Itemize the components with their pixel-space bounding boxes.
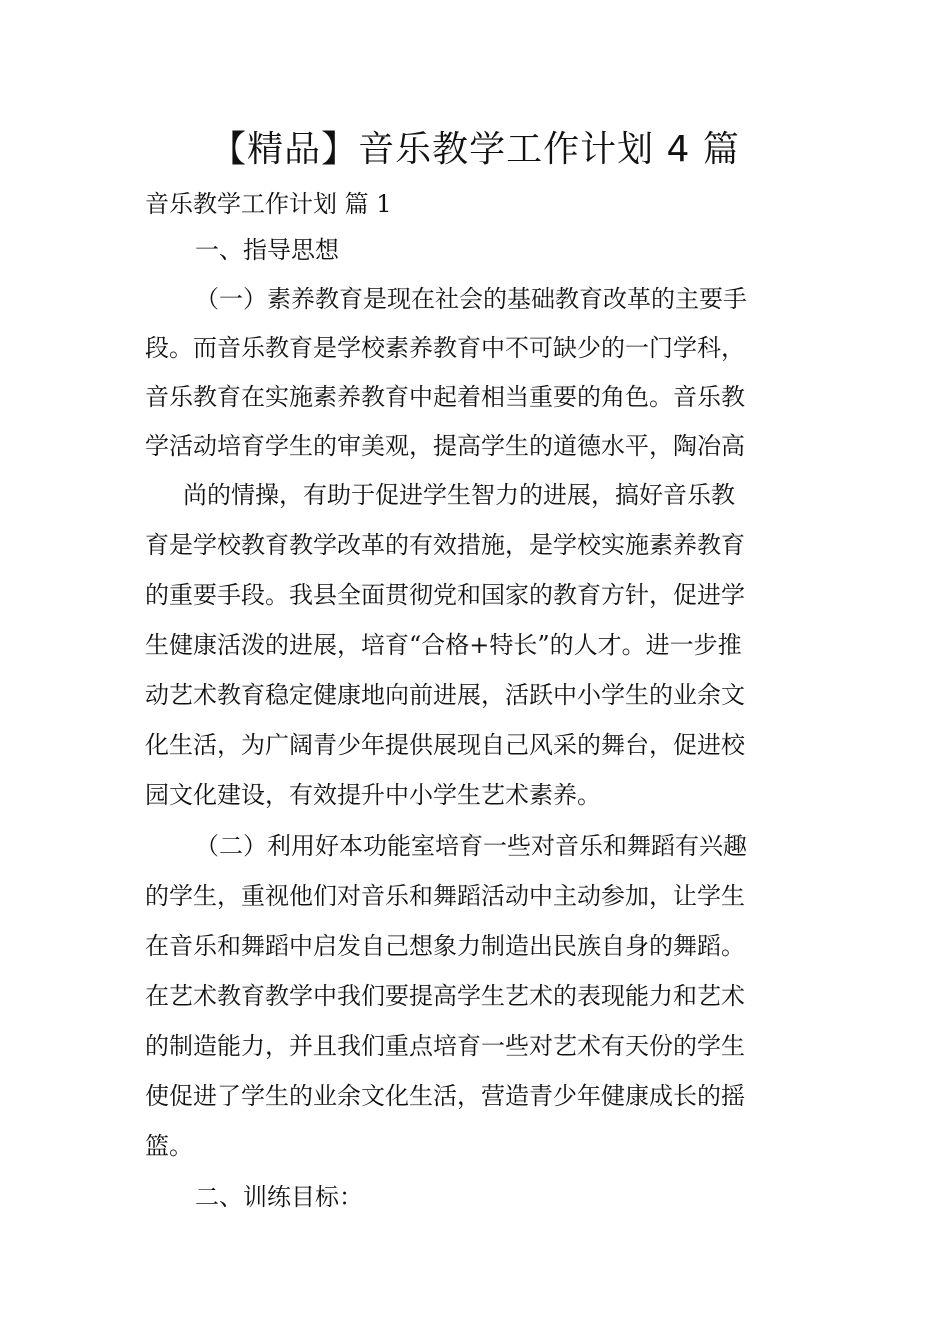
paragraph-line: 在音乐和舞蹈中启发自己想象力制造出民族自身的舞蹈。: [145, 932, 745, 960]
heading-guiding-ideology: 一、指导思想: [195, 236, 339, 264]
paragraph-line: 园文化建设，有效提升中小学生艺术素养。: [145, 781, 601, 809]
paragraph-line: 的制造能力，并且我们重点培育一些对艺术有天份的学生: [145, 1032, 745, 1060]
paragraph-line: 育是学校教育教学改革的有效措施，是学校实施素养教育: [145, 531, 745, 559]
document-subtitle: 音乐教学工作计划 篇 1: [145, 190, 392, 218]
paragraph-line: 篮。: [145, 1132, 193, 1160]
paragraph-line: 学活动培育学生的审美观，提高学生的道德水平，陶冶高: [145, 432, 745, 460]
paragraph-line: 使促进了学生的业余文化生活，营造青少年健康成长的摇: [145, 1082, 745, 1110]
paragraph-line: 的重要手段。我县全面贯彻党和国家的教育方针，促进学: [145, 581, 745, 609]
heading-training-goals: 二、训练目标：: [195, 1183, 363, 1211]
paragraph-line: 在艺术教育教学中我们要提高学生艺术的表现能力和艺术: [145, 982, 745, 1010]
paragraph-line: 段。而音乐教育是学校素养教育中不可缺少的一门学科，: [145, 334, 745, 362]
paragraph-line: 的学生，重视他们对音乐和舞蹈活动中主动参加，让学生: [145, 882, 745, 910]
paragraph-line: （一）素养教育是现在社会的基础教育改革的主要手: [195, 285, 747, 313]
document-title: 【精品】音乐教学工作计划 4 篇: [210, 129, 740, 170]
paragraph-line: 音乐教育在实施素养教育中起着相当重要的角色。音乐教: [145, 383, 745, 411]
paragraph-line: （二）利用好本功能室培育一些对音乐和舞蹈有兴趣: [195, 832, 747, 860]
paragraph-line: 生健康活泼的进展，培育“合格+特长”的人才。进一步推: [145, 631, 742, 659]
paragraph-line: 尚的情操，有助于促进学生智力的进展，搞好音乐教: [183, 481, 735, 509]
paragraph-line: 化生活，为广阔青少年提供展现自己风采的舞台，促进校: [145, 731, 745, 759]
paragraph-line: 动艺术教育稳定健康地向前进展，活跃中小学生的业余文: [145, 681, 745, 709]
